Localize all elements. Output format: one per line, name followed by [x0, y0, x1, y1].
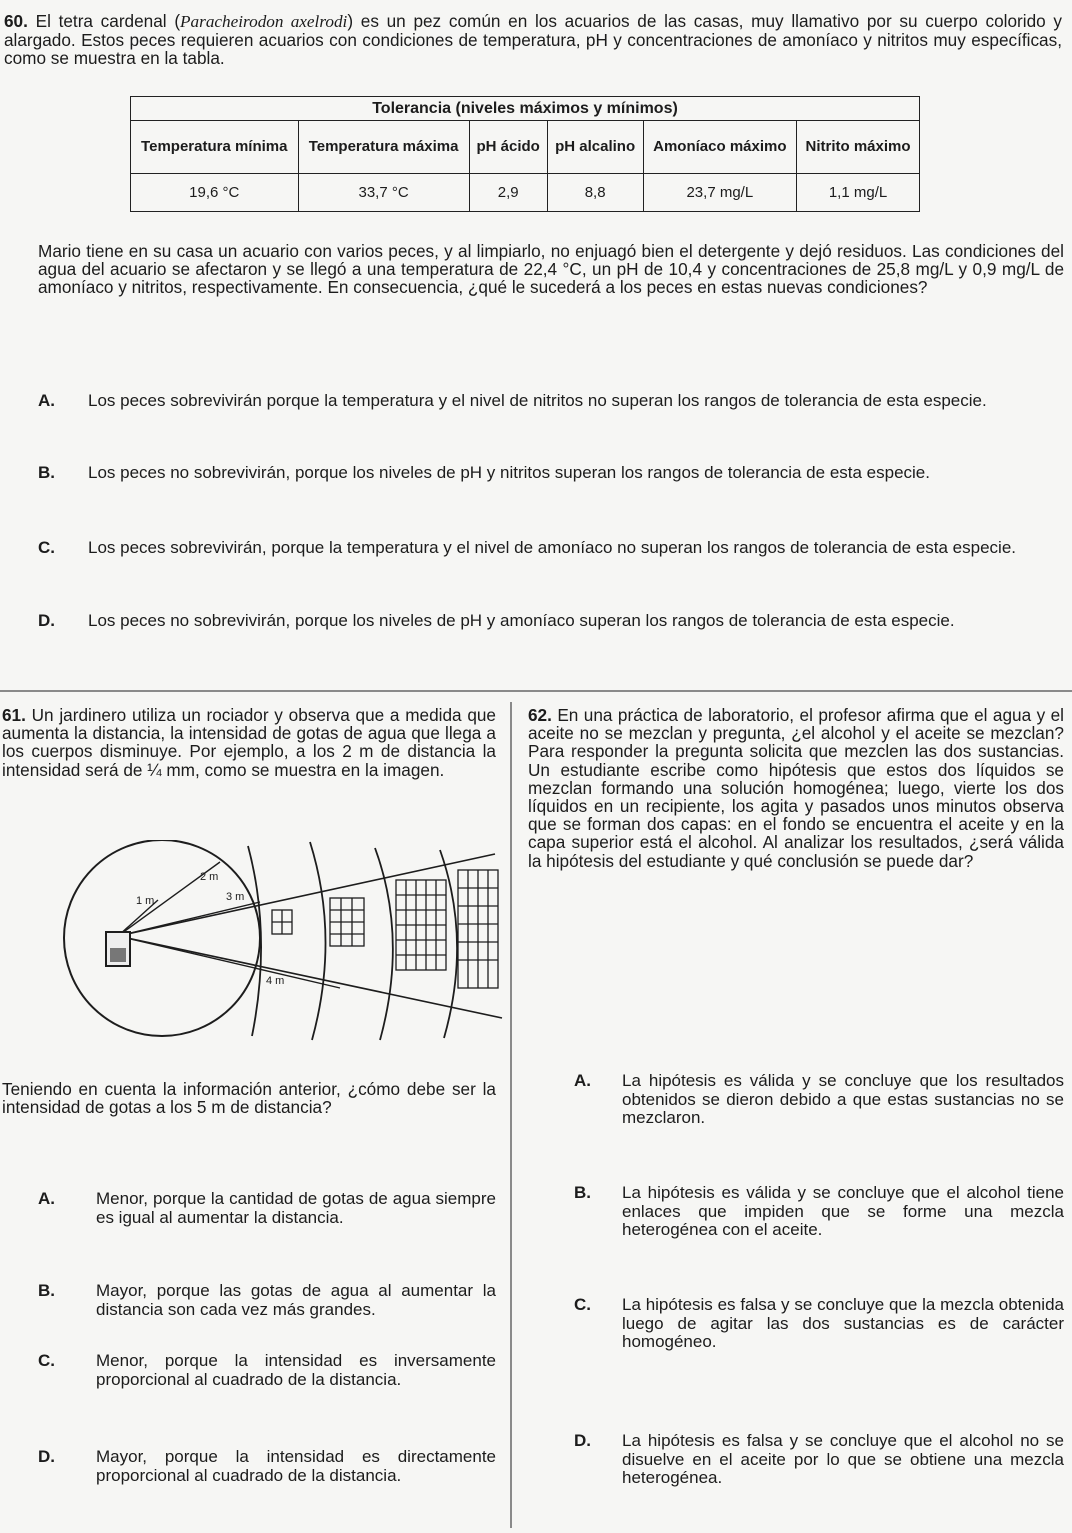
q61-option-d[interactable]: D. Mayor, porque la intensidad es directamente proporcional al cuadrado de la distancia. [38, 1447, 496, 1485]
table-cell: 8,8 [547, 173, 643, 211]
q61-option-c[interactable]: C. Menor, porque la intensidad es inversamente proporcional al cuadrado de la distancia. [38, 1351, 496, 1389]
table-header: Temperatura máxima [298, 121, 469, 173]
q62-number: 62. [528, 705, 552, 725]
q60-option-d[interactable]: D. Los peces no sobrevivirán, porque los niveles de pH y amoníaco superan los rangos de tolerancia de esta especie. [38, 611, 955, 630]
q62-option-d[interactable]: D. La hipótesis es falsa y se concluye que el alcohol no se disuelve en el aceite por lo que se obtiene una mezcla heterogénea. [574, 1431, 1064, 1487]
q61-number: 61. [2, 705, 26, 725]
q61-option-a[interactable]: A. Menor, porque la cantidad de gotas de agua siempre es igual al aumentar la distancia. [38, 1189, 496, 1227]
table-cell: 23,7 mg/L [643, 173, 796, 211]
column-divider [510, 702, 512, 1528]
table-header: pH ácido [469, 121, 547, 173]
q60-number: 60. [4, 11, 28, 31]
tolerance-table [130, 96, 920, 212]
q62-option-c[interactable]: C. La hipótesis es falsa y se concluye que la mezcla obtenida luego de agitar las dos sustancias es de carácter homogéneo. [574, 1295, 1064, 1351]
distance-circle [64, 840, 260, 1036]
table-header: Nitrito máximo [797, 121, 920, 173]
distance-label: 2 m [200, 871, 219, 883]
q62-intro: 62. En una práctica de laboratorio, el profesor afirma que el agua y el aceite no se mezclan y pregunta, ¿el alcohol y el aceite se mezclan? Para responder la pregunta solicita que mezclen las dos sustancias. Un estudiante escribe como hipótesis que estos dos líquidos se mezclan formando una solución homogénea; luego, vierte los dos líquidos en un recipiente, los agita y pasados unos minutos observa que se forman dos capas: en el fondo se encuentra el aceite y en la capa superior está el alcohol. Al analizar los resultados, ¿será válida la hipótesis del estudiante y qué conclusión se puede dar? [528, 705, 1064, 871]
distance-label: 4 m [266, 975, 285, 987]
q61-intro: 61. Un jardinero utiliza un rociador y observa que a medida que aumenta la distancia, la intensidad de gotas de agua que llega a los cuerpos disminuye. Por ejemplo, a los 2 m de distancia la intensidad será de ¼ mm, como se muestra en la imagen. [2, 705, 496, 780]
table-header: pH alcalino [547, 121, 643, 173]
table-header: Amoníaco máximo [643, 121, 796, 173]
distance-label: 1 m [136, 895, 155, 907]
table-cell: 2,9 [469, 173, 547, 211]
q62-option-a[interactable]: A. La hipótesis es válida y se concluye que los resultados obtenidos se dieron debido a que estas sustancias no se mezclaron. [574, 1071, 1064, 1127]
q60-option-c[interactable]: C. Los peces sobrevivirán, porque la temperatura y el nivel de amoníaco no superan los rangos de tolerancia de esta especie. [38, 538, 1017, 557]
section-divider [0, 690, 1072, 692]
q61-option-b[interactable]: B. Mayor, porque las gotas de agua al aumentar la distancia son cada vez más grandes. [38, 1281, 496, 1319]
table-title: Tolerancia (niveles máximos y mínimos) [131, 97, 920, 121]
q60-option-a[interactable]: A. Los peces sobrevivirán porque la temperatura y el nivel de nitritos no superan los rangos de tolerancia de esta especie. [38, 391, 987, 410]
q60-scenario: Mario tiene en su casa un acuario con varios peces, y al limpiarlo, no enjuagó bien el detergente y dejó residuos. Las condiciones del agua del acuario se afectaron y se llegó a una temperatura de 22,4 °C, un pH de 10,4 y concentraciones de 25,8 mg/L y 0,9 mg/L de amoníaco y nitritos, respectivamente. En consecuencia, ¿qué le sucederá a los peces en estas nuevas condiciones? [38, 241, 1064, 298]
table-cell: 1,1 mg/L [797, 173, 920, 211]
table-cell: 19,6 °C [131, 173, 299, 211]
distance-label: 3 m [226, 891, 245, 903]
q62-option-b[interactable]: B. La hipótesis es válida y se concluye que el alcohol tiene enlaces que impiden que se forme una mezcla heterogénea con el aceite. [574, 1183, 1064, 1239]
sprinkler-figure [40, 840, 510, 1070]
q60-intro: 60. El tetra cardenal (Paracheirodon axelrodi) es un pez común en los acuarios de las casas, muy llamativo por su cuerpo colorido y alargado. Estos peces requieren acuarios con condiciones de temperatura, pH y concentraciones de amoníaco y nitritos muy específicas, como se muestra en la tabla. [4, 11, 1062, 69]
intensity-grids [272, 870, 498, 988]
table-cell: 33,7 °C [298, 173, 469, 211]
species-name: Paracheirodon axelrodi [180, 12, 348, 31]
table-header: Temperatura mínima [131, 121, 299, 173]
q61-question: Teniendo en cuenta la información anterior, ¿cómo debe ser la intensidad de gotas a los 5 m de distancia? [2, 1079, 496, 1118]
q60-option-b[interactable]: B. Los peces no sobrevivirán, porque los niveles de pH y nitritos superan los rangos de tolerancia de esta especie. [38, 463, 930, 482]
